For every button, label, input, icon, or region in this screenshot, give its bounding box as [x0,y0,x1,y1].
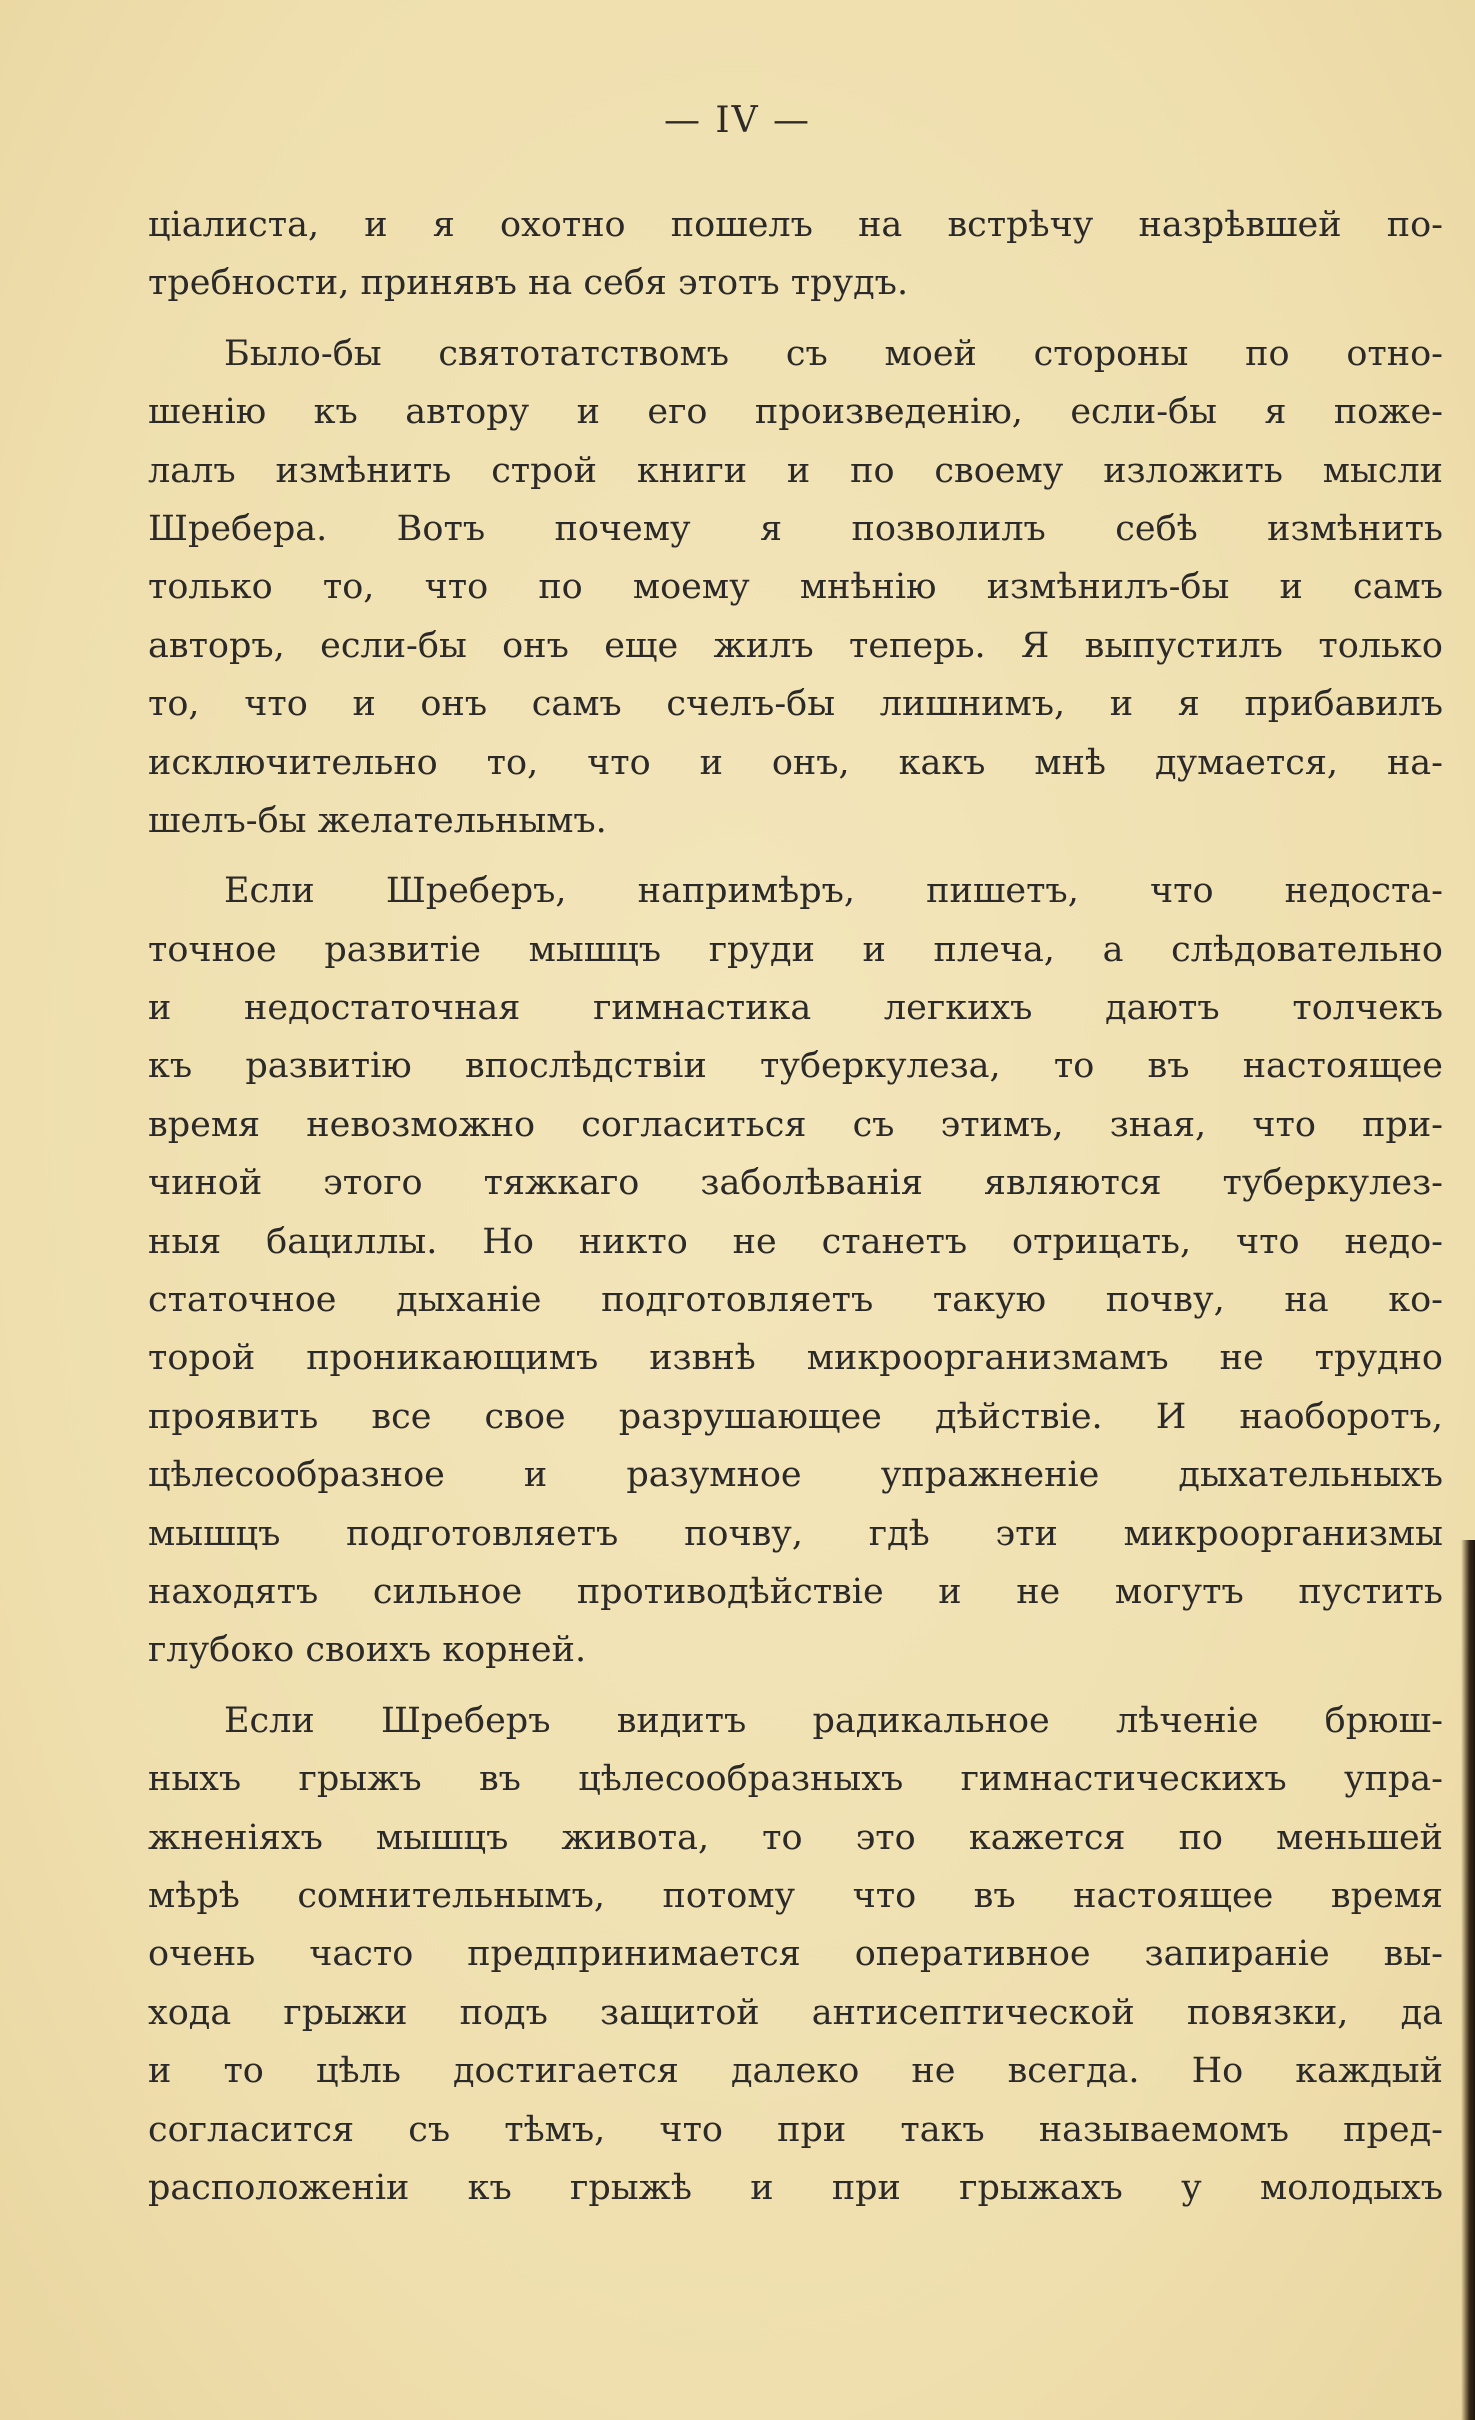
text-line: мѣрѣ сомнительнымъ, потому что въ настоящее время [148,1875,1443,1916]
paragraph-3 [148,862,1443,1679]
page-number: — IV — [663,100,812,141]
text-line: шелъ-бы желательнымъ. [148,800,607,841]
text-line: Шребера. Вотъ почему я позволилъ себѣ измѣнить [148,508,1443,549]
text-line: глубоко своихъ корней. [148,1630,587,1671]
text-line: расположеніи къ грыжѣ и при грыжахъ у молодыхъ [148,2167,1443,2208]
text-line: авторъ, если-бы онъ еще жилъ теперь. Я выпустилъ только [148,625,1443,666]
text-line: шенію къ автору и его произведенію, если-бы я поже- [148,392,1443,433]
text-line: исключительно то, что и онъ, какъ мнѣ думается, на- [148,742,1443,783]
text-line: требности, принявъ на себя этотъ трудъ. [148,263,909,304]
text-line: ціалиста, и я охотно пошелъ на встрѣчу назрѣвшей по- [148,205,1443,245]
text-line: то, что и онъ самъ счелъ-бы лишнимъ, и я прибавилъ [148,684,1443,725]
text-line: только то, что по моему мнѣнію измѣнилъ-бы и самъ [148,567,1443,608]
text-line: находятъ сильное противодѣйствіе и не могутъ пустить [148,1571,1443,1612]
text-line: торой проникающимъ извнѣ микроорганизмамъ не трудно [148,1338,1443,1379]
text-line: цѣлесообразное и разумное упражненіе дыхательныхъ [148,1455,1443,1496]
text-line: и то цѣль достигается далеко не всегда. Но каждый [148,2051,1443,2092]
text-line: хода грыжи подъ защитой антисептической повязки, да [148,1992,1443,2033]
text-line: согласится съ тѣмъ, что при такъ называемомъ пред- [148,2109,1443,2150]
paragraph-2 [148,325,1443,851]
paragraph-4 [148,1692,1443,2218]
text-line: статочное дыханіе подготовляетъ такую почву, на ко- [148,1280,1443,1321]
text-line: лалъ измѣнить строй книги и по своему изложить мысли [148,450,1443,491]
text-line: къ развитію впослѣдствіи туберкулеза, то въ настоящее [148,1046,1443,1087]
text-line: чиной этого тяжкаго заболѣванія являются туберкулез- [148,1163,1443,1204]
text-line: мышцъ подготовляетъ почву, гдѣ эти микроорганизмы [148,1513,1443,1554]
paragraph-1 [148,196,1443,313]
text-line: жненіяхъ мышцъ живота, то это кажется по меньшей [148,1817,1443,1858]
text-line: ныхъ грыжъ въ цѣлесообразныхъ гимнастическихъ упра- [148,1759,1443,1800]
text-line: Если Шреберъ, напримѣръ, пишетъ, что недоста- [224,871,1443,912]
text-line: точное развитіе мышцъ груди и плеча, а слѣдовательно [148,929,1443,970]
text-line: время невозможно согласиться съ этимъ, зная, что при- [148,1104,1443,1145]
text-line: Если Шреберъ видитъ радикальное лѣченіе брюш- [224,1700,1443,1741]
text-line: очень часто предпринимается оперативное запираніе вы- [148,1934,1443,1975]
text-line: и недостаточная гимнастика легкихъ даютъ толчекъ [148,988,1443,1029]
text-line: ныя бациллы. Но никто не станетъ отрицать, что недо- [148,1221,1443,1262]
text-line: Было-бы святотатствомъ съ моей стороны по отно- [224,333,1443,374]
page-edge-shadow [1461,1540,1475,2420]
body-text [148,196,1443,2217]
text-line: проявить все свое разрушающее дѣйствіе. И наоборотъ, [148,1396,1443,1437]
